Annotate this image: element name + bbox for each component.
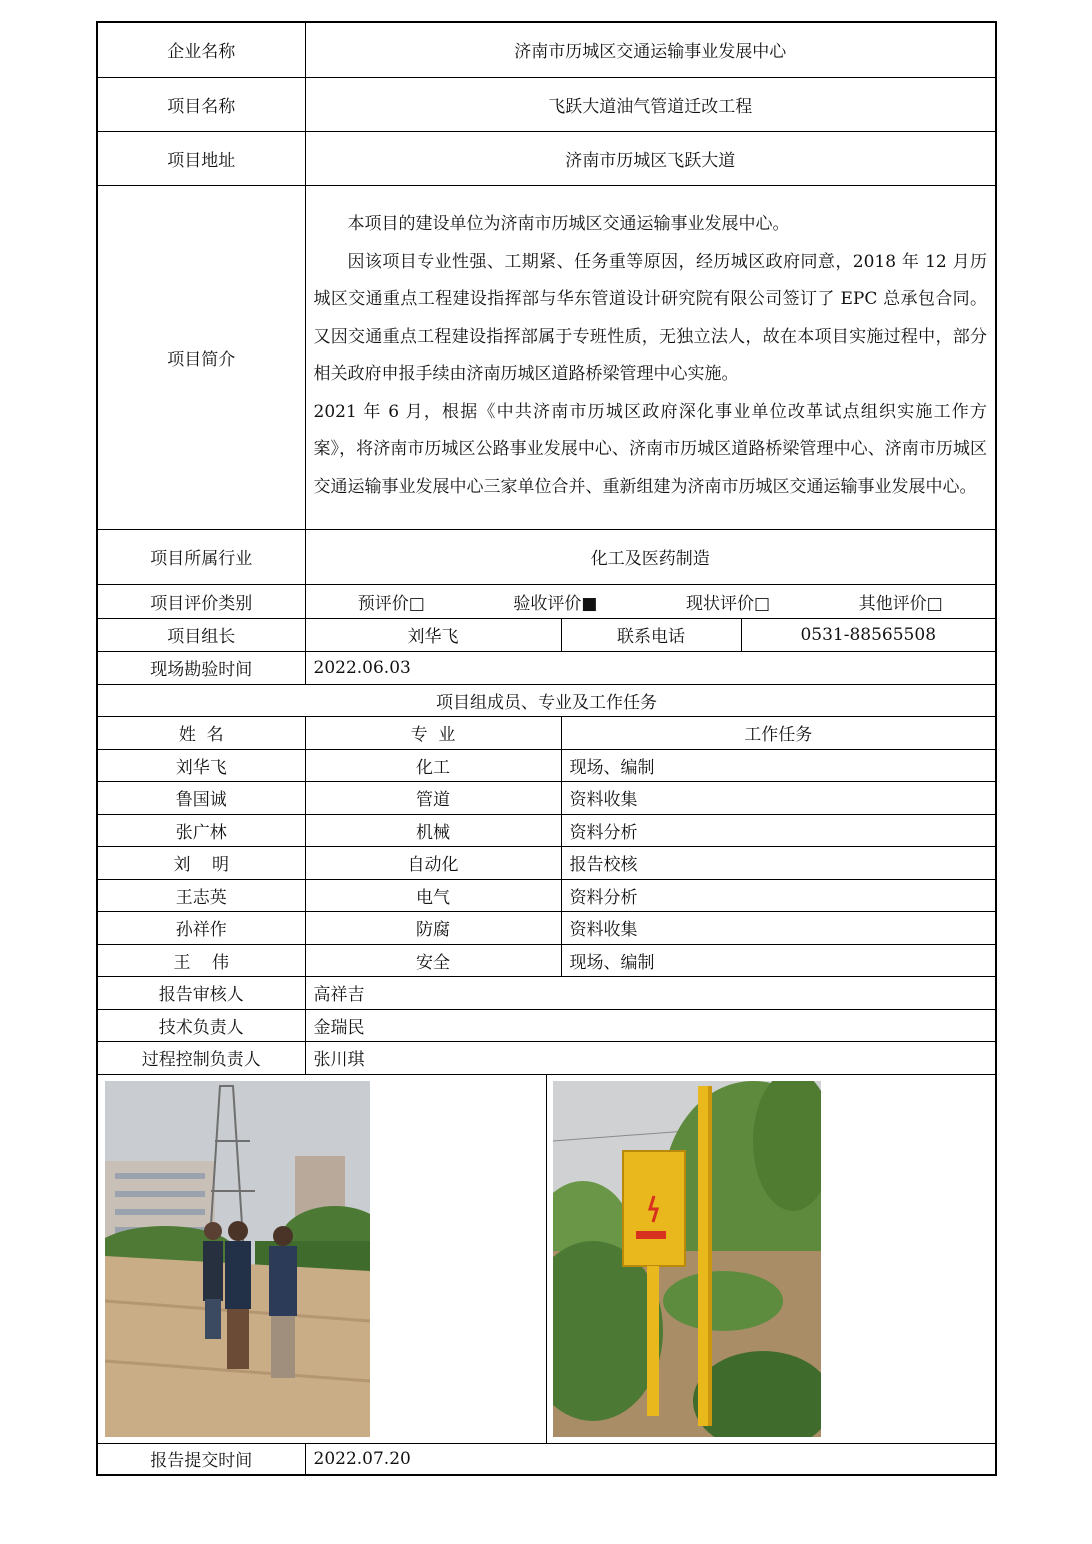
member-major: 自动化 (305, 846, 561, 879)
table-row (97, 781, 996, 814)
member-major: 防腐 (305, 911, 561, 944)
site-survey-photo (105, 1081, 370, 1437)
team-title: 项目组成员、专业及工作任务 (97, 684, 996, 716)
submit-label: 报告提交时间 (97, 1443, 305, 1475)
member-name: 张广林 (97, 814, 305, 846)
member-major: 电气 (305, 879, 561, 911)
phone-label: 联系电话 (561, 618, 741, 651)
tech-lead-value: 金瑞民 (305, 1009, 996, 1041)
member-name: 王志英 (97, 879, 305, 911)
reviewer-value: 高祥吉 (305, 976, 996, 1009)
table-row (97, 846, 996, 879)
table-row (97, 911, 996, 944)
company-label: 企业名称 (97, 22, 305, 77)
eval-type-options (305, 584, 996, 618)
member-major: 机械 (305, 814, 561, 846)
member-name: 孙祥作 (97, 911, 305, 944)
member-task: 资料分析 (561, 814, 996, 846)
member-name: 刘 明 (97, 846, 305, 879)
table-row (97, 749, 996, 781)
tech-lead-label: 技术负责人 (97, 1009, 305, 1041)
address-value: 济南市历城区飞跃大道 (305, 131, 996, 185)
project-label: 项目名称 (97, 77, 305, 131)
leader-name: 刘华飞 (305, 618, 561, 651)
member-name: 刘华飞 (97, 749, 305, 781)
member-name: 王 伟 (97, 944, 305, 976)
process-lead-value: 张川琪 (305, 1041, 996, 1074)
company-value: 济南市历城区交通运输事业发展中心 (305, 22, 996, 77)
intro-paragraph-2: 因该项目专业性强、工期紧、任务重等原因，经历城区政府同意，2018 年 12 月历城区交通重点工程建设指挥部与华东管道设计研究院有限公司签订了 EPC 总承包合同。又因交通重点工程建设指挥部属于专班性质，无独立法人，故在本项目实施过程中，部分相关政府申报手续由济南历城区道路桥梁管理中心实施。 (313, 251, 987, 384)
photo-panel-right (547, 1075, 995, 1443)
address-label: 项目地址 (97, 131, 305, 185)
member-name: 鲁国诚 (97, 781, 305, 814)
member-task: 现场、编制 (561, 944, 996, 976)
photo-panel-left (98, 1075, 547, 1443)
member-major: 安全 (305, 944, 561, 976)
intro-paragraph-3: 2021 年 6 月，根据《中共济南市历城区政府深化事业单位改革试点组织实施工作方案》，将济南市历城区公路事业发展中心、济南市历城区道路桥梁管理中心、济南市历城区交通运输事业发展中心三家单位合并、重新组建为济南市历城区交通运输事业发展中心。 (313, 401, 987, 497)
phone-value: 0531-88565508 (741, 618, 996, 651)
member-task: 资料分析 (561, 879, 996, 911)
eval-type-label: 项目评价类别 (97, 584, 305, 618)
survey-value: 2022.06.03 (305, 651, 996, 684)
member-major: 化工 (305, 749, 561, 781)
survey-label: 现场勘验时间 (97, 651, 305, 684)
team-header-major: 专 业 (305, 716, 561, 749)
eval-option-acceptance: 验收评价■ (513, 593, 598, 614)
intro-label: 项目简介 (97, 185, 305, 529)
team-header-name: 姓 名 (97, 716, 305, 749)
team-header-row (97, 716, 996, 749)
intro-paragraph-1: 本项目的建设单位为济南市历城区交通运输事业发展中心。 (347, 214, 790, 234)
table-row (97, 944, 996, 976)
pipeline-marker-photo (553, 1081, 821, 1437)
table-row (97, 879, 996, 911)
industry-label: 项目所属行业 (97, 529, 305, 584)
eval-option-pre: 预评价□ (357, 593, 425, 614)
reviewer-label: 报告审核人 (97, 976, 305, 1009)
team-header-task: 工作任务 (561, 716, 996, 749)
submit-value: 2022.07.20 (305, 1443, 996, 1475)
process-lead-label: 过程控制负责人 (97, 1041, 305, 1074)
evaluation-info-table (96, 21, 997, 1476)
industry-value: 化工及医药制造 (305, 529, 996, 584)
member-task: 资料收集 (561, 781, 996, 814)
leader-label: 项目组长 (97, 618, 305, 651)
eval-option-other: 其他评价□ (858, 593, 943, 614)
member-task: 资料收集 (561, 911, 996, 944)
site-photos (97, 1074, 996, 1443)
eval-option-current: 现状评价□ (686, 593, 771, 614)
member-task: 报告校核 (561, 846, 996, 879)
project-value: 飞跃大道油气管道迁改工程 (305, 77, 996, 131)
table-row (97, 814, 996, 846)
member-major: 管道 (305, 781, 561, 814)
intro-text (305, 185, 996, 529)
member-task: 现场、编制 (561, 749, 996, 781)
